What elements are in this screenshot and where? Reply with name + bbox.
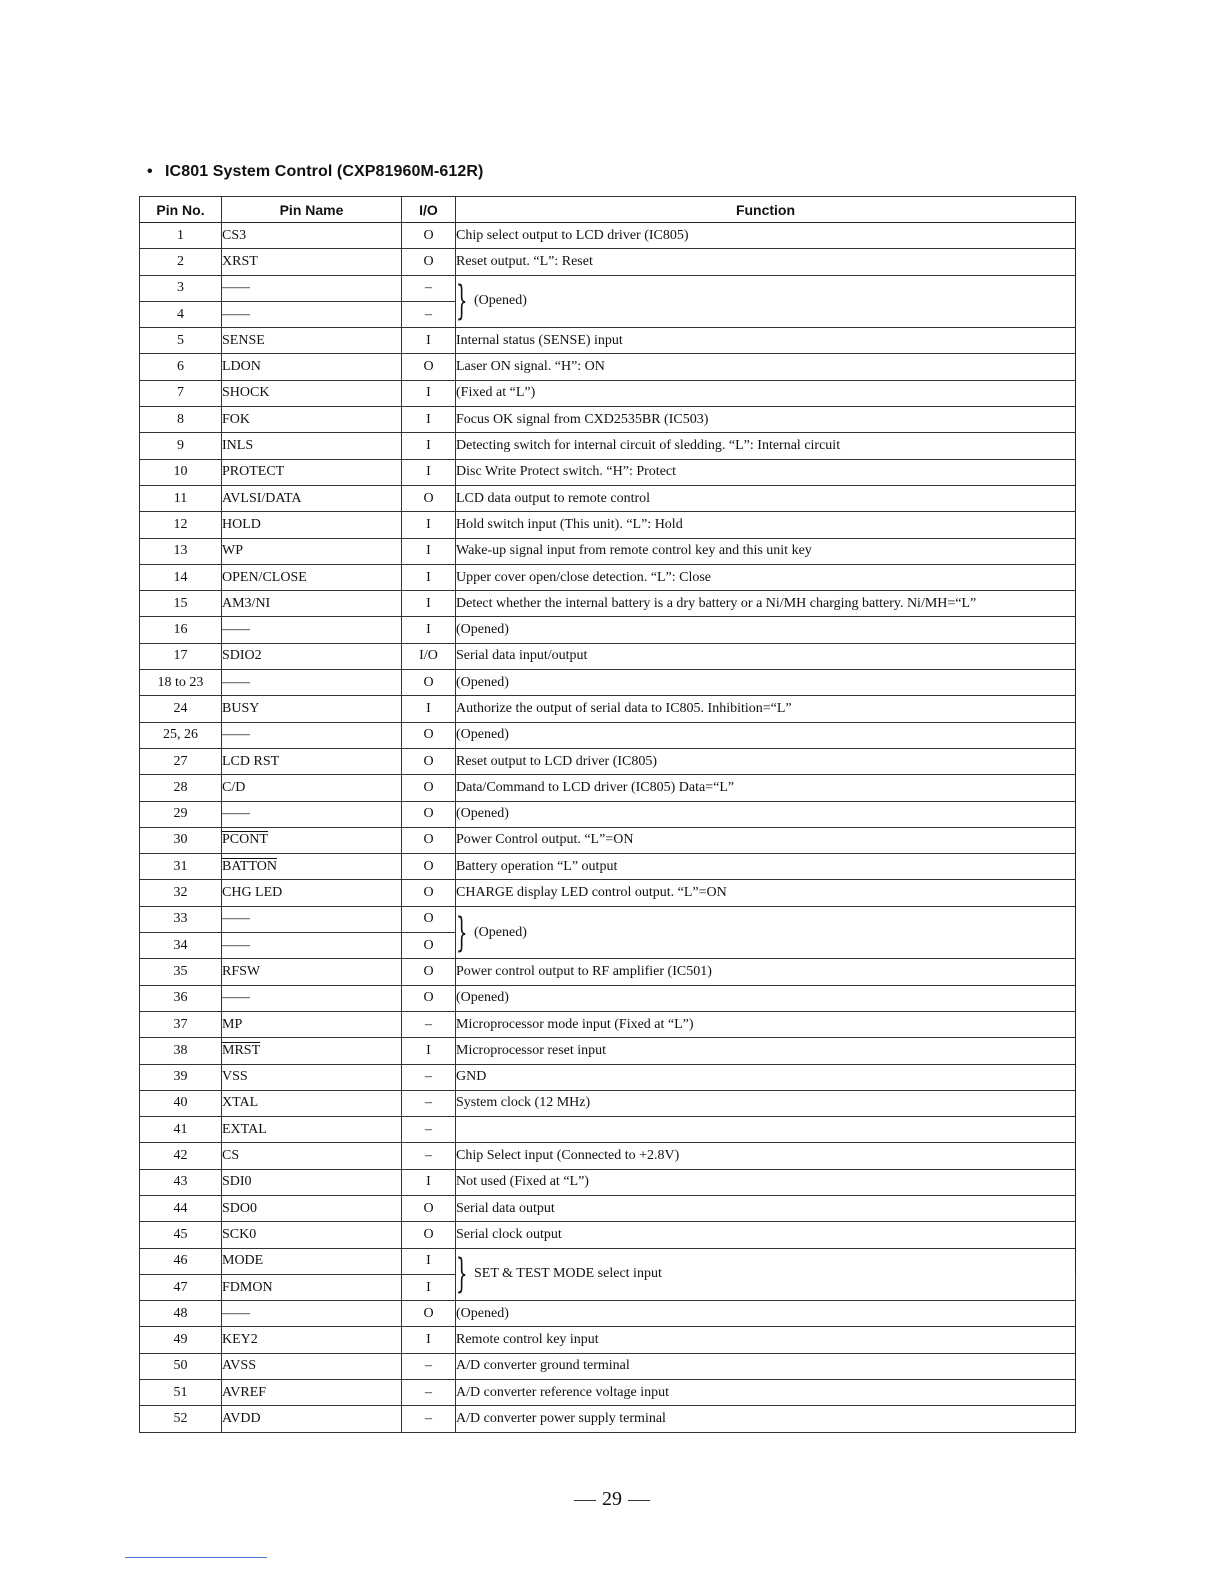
pin-name: SHOCK (222, 380, 402, 406)
pin-no: 27 (140, 748, 222, 774)
pin-function: (Opened) (456, 617, 1076, 643)
pin-io: O (402, 985, 456, 1011)
group-brace: } (456, 278, 468, 325)
page-number (0, 1488, 1224, 1511)
pin-name: AVLSI/DATA (222, 485, 402, 511)
pin-no: 4 (140, 301, 222, 327)
pin-function: (Opened) (456, 1301, 1076, 1327)
pin-no: 47 (140, 1274, 222, 1300)
pin-no: 49 (140, 1327, 222, 1353)
table-row (140, 459, 1076, 485)
pin-function: Upper cover open/close detection. “L”: Close (456, 564, 1076, 590)
pin-no: 50 (140, 1353, 222, 1379)
bullet: • (147, 163, 153, 180)
pin-name: —— (222, 1301, 402, 1327)
pin-io: O (402, 959, 456, 985)
pin-no: 25, 26 (140, 722, 222, 748)
pin-name: OPEN/CLOSE (222, 564, 402, 590)
table-row (140, 643, 1076, 669)
pin-io: I (402, 1169, 456, 1195)
pin-io: I (402, 1327, 456, 1353)
pin-no: 32 (140, 880, 222, 906)
table-row (140, 1353, 1076, 1379)
table-row (140, 275, 1076, 301)
pin-function (456, 906, 1076, 959)
pin-io: O (402, 880, 456, 906)
pin-io: – (402, 1380, 456, 1406)
pin-io: – (402, 1143, 456, 1169)
pin-function: Laser ON signal. “H”: ON (456, 354, 1076, 380)
pin-no: 16 (140, 617, 222, 643)
pin-no: 11 (140, 485, 222, 511)
pin-function: Microprocessor mode input (Fixed at “L”) (456, 1011, 1076, 1037)
pin-no: 24 (140, 696, 222, 722)
col-header-pin-no: Pin No. (140, 197, 222, 223)
pin-io: I (402, 1274, 456, 1300)
table-row (140, 670, 1076, 696)
table-row (140, 1327, 1076, 1353)
pin-no: 42 (140, 1143, 222, 1169)
pin-io: O (402, 1301, 456, 1327)
pin-no: 31 (140, 854, 222, 880)
pin-function: Wake-up signal input from remote control key and this unit key (456, 538, 1076, 564)
pin-io: – (402, 275, 456, 301)
table-row (140, 591, 1076, 617)
pin-io: – (402, 1064, 456, 1090)
table-row (140, 1064, 1076, 1090)
pin-io: O (402, 854, 456, 880)
pin-io: O (402, 354, 456, 380)
pin-name: —— (222, 301, 402, 327)
pin-io: – (402, 1117, 456, 1143)
pin-function: (Fixed at “L”) (456, 380, 1076, 406)
pin-io: O (402, 223, 456, 249)
pin-name: —— (222, 617, 402, 643)
pin-function: Chip Select input (Connected to +2.8V) (456, 1143, 1076, 1169)
pin-function (456, 1248, 1076, 1301)
pin-io: I (402, 407, 456, 433)
table-row (140, 354, 1076, 380)
table-row (140, 380, 1076, 406)
pin-function: System clock (12 MHz) (456, 1090, 1076, 1116)
pin-name: MRST (222, 1038, 402, 1064)
pin-name: —— (222, 906, 402, 932)
pin-no: 3 (140, 275, 222, 301)
pin-io: – (402, 1011, 456, 1037)
pin-io: O (402, 748, 456, 774)
table-row (140, 1011, 1076, 1037)
pin-name: C/D (222, 775, 402, 801)
table-row (140, 223, 1076, 249)
dash-right (628, 1500, 650, 1501)
table-row (140, 538, 1076, 564)
pin-io: – (402, 1406, 456, 1432)
pin-name: HOLD (222, 512, 402, 538)
pin-no: 8 (140, 407, 222, 433)
table-row (140, 906, 1076, 932)
pin-name: LDON (222, 354, 402, 380)
table-row (140, 1090, 1076, 1116)
pin-no: 52 (140, 1406, 222, 1432)
pin-io: I (402, 1248, 456, 1274)
pin-name: CS3 (222, 223, 402, 249)
col-header-function: Function (456, 197, 1076, 223)
group-brace: } (456, 1251, 468, 1298)
table-header-row (140, 197, 1076, 223)
pin-no: 41 (140, 1117, 222, 1143)
pin-io: I (402, 696, 456, 722)
table-row (140, 485, 1076, 511)
table-row (140, 328, 1076, 354)
pin-io: I (402, 433, 456, 459)
pin-name: PCONT (222, 827, 402, 853)
pin-name: KEY2 (222, 1327, 402, 1353)
pin-no: 5 (140, 328, 222, 354)
pin-name: INLS (222, 433, 402, 459)
pin-name: —— (222, 985, 402, 1011)
pin-name: CHG LED (222, 880, 402, 906)
table-row (140, 1117, 1076, 1143)
pin-name: MODE (222, 1248, 402, 1274)
pin-no: 17 (140, 643, 222, 669)
table-row (140, 959, 1076, 985)
pin-no: 2 (140, 249, 222, 275)
pin-name: VSS (222, 1064, 402, 1090)
pin-no: 28 (140, 775, 222, 801)
pin-no: 43 (140, 1169, 222, 1195)
pin-function: Not used (Fixed at “L”) (456, 1169, 1076, 1195)
pin-no: 51 (140, 1380, 222, 1406)
pin-function: Power Control output. “L”=ON (456, 827, 1076, 853)
group-brace: } (456, 909, 468, 956)
pin-name: FOK (222, 407, 402, 433)
table-row (140, 696, 1076, 722)
table-row (140, 827, 1076, 853)
pin-name: —— (222, 275, 402, 301)
pin-name: AM3/NI (222, 591, 402, 617)
pin-io: O (402, 933, 456, 959)
footer-rule (125, 1557, 267, 1558)
pin-no: 45 (140, 1222, 222, 1248)
pin-name: AVREF (222, 1380, 402, 1406)
pin-function: Battery operation “L” output (456, 854, 1076, 880)
pin-function: Chip select output to LCD driver (IC805) (456, 223, 1076, 249)
pin-no: 35 (140, 959, 222, 985)
col-header-pin-name: Pin Name (222, 197, 402, 223)
pin-function: LCD data output to remote control (456, 485, 1076, 511)
pin-no: 7 (140, 380, 222, 406)
pin-name: SCK0 (222, 1222, 402, 1248)
table-row (140, 407, 1076, 433)
table-row (140, 617, 1076, 643)
table-row (140, 564, 1076, 590)
pin-function: Authorize the output of serial data to IC805. Inhibition=“L” (456, 696, 1076, 722)
pin-function: Power control output to RF amplifier (IC501) (456, 959, 1076, 985)
pin-io: I (402, 617, 456, 643)
pin-io: I (402, 1038, 456, 1064)
pin-io: O (402, 906, 456, 932)
pin-no: 33 (140, 906, 222, 932)
pin-io: I (402, 564, 456, 590)
pin-function: Serial data output (456, 1195, 1076, 1221)
pin-function (456, 275, 1076, 328)
pin-function: A/D converter power supply terminal (456, 1406, 1076, 1432)
pin-function: Detecting switch for internal circuit of sledding. “L”: Internal circuit (456, 433, 1076, 459)
section-heading (147, 163, 483, 181)
pin-name: LCD RST (222, 748, 402, 774)
table-row (140, 748, 1076, 774)
pin-no: 30 (140, 827, 222, 853)
table-row (140, 775, 1076, 801)
pin-function: A/D converter ground terminal (456, 1353, 1076, 1379)
pin-io: O (402, 670, 456, 696)
pin-io: O (402, 485, 456, 511)
pin-name: XTAL (222, 1090, 402, 1116)
pin-function: (Opened) (456, 985, 1076, 1011)
pin-function: Focus OK signal from CXD2535BR (IC503) (456, 407, 1076, 433)
pin-no: 18 to 23 (140, 670, 222, 696)
pin-function: CHARGE display LED control output. “L”=ON (456, 880, 1076, 906)
pin-function: Microprocessor reset input (456, 1038, 1076, 1064)
pin-name: AVDD (222, 1406, 402, 1432)
table-row (140, 985, 1076, 1011)
pin-function: Remote control key input (456, 1327, 1076, 1353)
pin-name: —— (222, 722, 402, 748)
table-row (140, 1248, 1076, 1274)
table-row (140, 512, 1076, 538)
dash-left (574, 1500, 596, 1501)
pin-io: I (402, 328, 456, 354)
col-header-io: I/O (402, 197, 456, 223)
pin-no: 46 (140, 1248, 222, 1274)
pin-no: 39 (140, 1064, 222, 1090)
pin-io: I (402, 591, 456, 617)
pin-io: I (402, 538, 456, 564)
table-row (140, 801, 1076, 827)
pin-io: O (402, 722, 456, 748)
pin-no: 10 (140, 459, 222, 485)
pin-no: 9 (140, 433, 222, 459)
pin-name: EXTAL (222, 1117, 402, 1143)
table-row (140, 1038, 1076, 1064)
table-row (140, 1169, 1076, 1195)
pin-io: O (402, 249, 456, 275)
pin-io: – (402, 301, 456, 327)
heading-text: IC801 System Control (CXP81960M-612R) (165, 163, 484, 180)
pin-no: 34 (140, 933, 222, 959)
table-row (140, 1222, 1076, 1248)
pin-name: BATTON (222, 854, 402, 880)
pin-io: O (402, 1222, 456, 1248)
pin-no: 12 (140, 512, 222, 538)
pin-no: 48 (140, 1301, 222, 1327)
pin-no: 14 (140, 564, 222, 590)
pin-name: SDI0 (222, 1169, 402, 1195)
pin-function: Disc Write Protect switch. “H”: Protect (456, 459, 1076, 485)
table-row (140, 880, 1076, 906)
pin-name: SDIO2 (222, 643, 402, 669)
pin-function: Internal status (SENSE) input (456, 328, 1076, 354)
pin-function: Hold switch input (This unit). “L”: Hold (456, 512, 1076, 538)
pin-name: AVSS (222, 1353, 402, 1379)
table-row (140, 1195, 1076, 1221)
pin-io: I (402, 512, 456, 538)
pin-name: BUSY (222, 696, 402, 722)
pin-function: Detect whether the internal battery is a dry battery or a Ni/MH charging battery. Ni/MH=“L” (456, 591, 1076, 617)
pin-name: MP (222, 1011, 402, 1037)
pin-io: – (402, 1090, 456, 1116)
pin-function-text: (Opened) (474, 924, 527, 940)
pin-io: I (402, 459, 456, 485)
pin-no: 1 (140, 223, 222, 249)
pin-function-text: (Opened) (474, 293, 527, 309)
pin-function: GND (456, 1064, 1076, 1090)
pin-function: Data/Command to LCD driver (IC805) Data=“L” (456, 775, 1076, 801)
pin-function: (Opened) (456, 670, 1076, 696)
page-number-text: 29 (602, 1488, 622, 1510)
pin-name: PROTECT (222, 459, 402, 485)
pin-name: —— (222, 801, 402, 827)
pin-name: RFSW (222, 959, 402, 985)
pin-no: 6 (140, 354, 222, 380)
table-row (140, 249, 1076, 275)
pin-name: SDO0 (222, 1195, 402, 1221)
pin-name: —— (222, 933, 402, 959)
pin-no: 29 (140, 801, 222, 827)
pin-function: (Opened) (456, 801, 1076, 827)
pin-name: CS (222, 1143, 402, 1169)
table-row (140, 722, 1076, 748)
pin-name: SENSE (222, 328, 402, 354)
pin-no: 44 (140, 1195, 222, 1221)
pin-no: 36 (140, 985, 222, 1011)
pin-no: 13 (140, 538, 222, 564)
pin-io: I (402, 380, 456, 406)
pin-no: 38 (140, 1038, 222, 1064)
pin-function: Reset output to LCD driver (IC805) (456, 748, 1076, 774)
pin-table (139, 196, 1076, 1433)
pin-io: – (402, 1353, 456, 1379)
table-row (140, 433, 1076, 459)
pin-no: 37 (140, 1011, 222, 1037)
pin-name: —— (222, 670, 402, 696)
pin-function-text: SET & TEST MODE select input (474, 1266, 662, 1282)
pin-function: Serial clock output (456, 1222, 1076, 1248)
table-row (140, 1380, 1076, 1406)
pin-no: 40 (140, 1090, 222, 1116)
table-row (140, 1143, 1076, 1169)
pin-io: O (402, 827, 456, 853)
pin-io: I/O (402, 643, 456, 669)
pin-no: 15 (140, 591, 222, 617)
pin-function: A/D converter reference voltage input (456, 1380, 1076, 1406)
pin-name: XRST (222, 249, 402, 275)
pin-io: O (402, 1195, 456, 1221)
table-row (140, 1301, 1076, 1327)
pin-io: O (402, 801, 456, 827)
pin-function: Serial data input/output (456, 643, 1076, 669)
pin-table-body (140, 223, 1076, 1433)
pin-name: FDMON (222, 1274, 402, 1300)
pin-io: O (402, 775, 456, 801)
table-row (140, 1406, 1076, 1432)
pin-function: (Opened) (456, 722, 1076, 748)
table-row (140, 854, 1076, 880)
pin-function: Reset output. “L”: Reset (456, 249, 1076, 275)
pin-name: WP (222, 538, 402, 564)
